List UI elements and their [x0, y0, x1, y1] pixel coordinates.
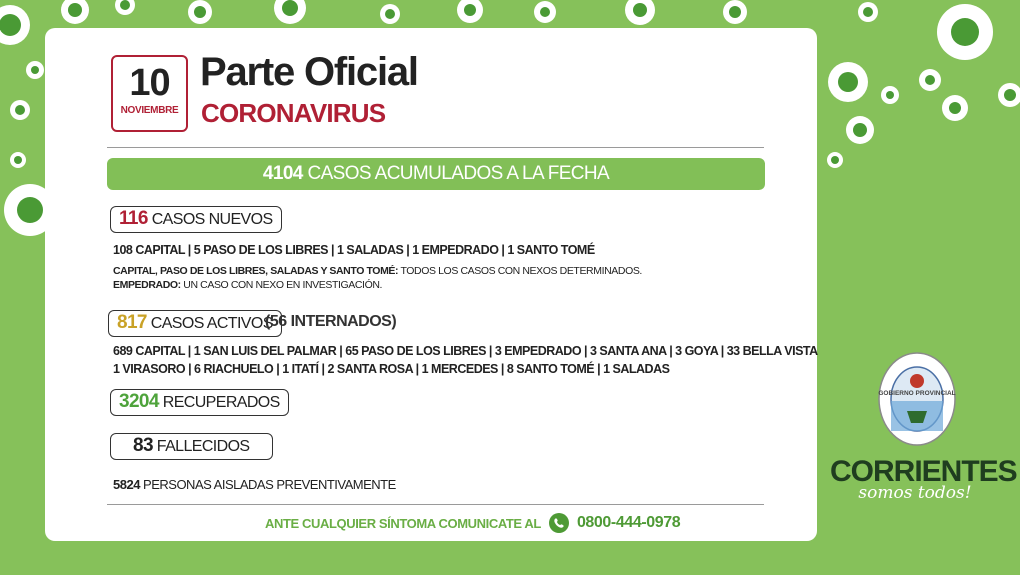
date-badge — [111, 55, 188, 132]
new-cases-number: 116 — [119, 208, 148, 229]
report-card — [45, 28, 817, 541]
new-cases-box — [110, 206, 282, 233]
accumulated-number: 4104 — [262, 163, 303, 184]
page-subtitle: CORONAVIRUS — [201, 98, 386, 128]
accumulated-banner — [107, 158, 765, 190]
note-nexus-2: EMPEDRADO: UN CASO CON NEXO EN INVESTIGACIÓN. — [113, 279, 383, 291]
date-month: NOVIEMBRE — [120, 105, 179, 116]
recovered-number: 3204 — [119, 391, 159, 412]
new-cases-detail: 108 CAPITAL | 5 PASO DE LOS LIBRES | 1 SALADAS | 1 EMPEDRADO | 1 SANTO TOMÉ — [113, 243, 595, 257]
recovered-label: RECUPERADOS — [162, 394, 280, 411]
active-cases-box — [108, 310, 282, 337]
note-nexus-1: CAPITAL, PASO DE LOS LIBRES, SALADAS Y SANTO TOMÉ: TODOS LOS CASOS CON NEXOS DETERMINADOS. — [113, 265, 642, 277]
divider-bottom — [107, 504, 764, 505]
active-cases-label: CASOS ACTIVOS — [150, 315, 273, 332]
accumulated-label: CASOS ACUMULADOS A LA FECHA — [307, 163, 610, 184]
active-detail-line-2: 1 VIRASORO | 6 RIACHUELO | 1 ITATÍ | 2 SANTA ROSA | 1 MERCEDES | 8 SANTO TOMÉ | 1 SALADAS — [113, 362, 670, 376]
active-cases-number: 817 — [117, 312, 147, 333]
divider-top — [107, 147, 764, 148]
emblem-text: GOBIERNO PROVINCIAL — [878, 390, 956, 397]
deceased-box — [110, 433, 273, 460]
brand-logo — [830, 455, 1017, 503]
footer-phone[interactable]: 0800-444-0978 — [576, 514, 681, 531]
deceased-number: 83 — [133, 435, 153, 456]
contact-footer — [265, 513, 680, 533]
province-emblem — [877, 351, 957, 447]
recovered-box — [110, 389, 289, 416]
page-title: Parte Oficial — [200, 50, 418, 94]
isolated-line: 5824 PERSONAS AISLADAS PREVENTIVAMENTE — [113, 477, 396, 492]
deceased-label: FALLECIDOS — [156, 438, 250, 455]
date-day: 10 — [129, 62, 170, 104]
active-detail-line-1: 689 CAPITAL | 1 SAN LUIS DEL PALMAR | 65 PASO DE LOS LIBRES | 3 EMPEDRADO | 3 SANTA ANA | 3 GOYA | 33 BELLA VISTA — [113, 344, 818, 358]
brand-tagline: somos todos! — [858, 483, 972, 503]
brand-name: CORRIENTES — [830, 455, 1017, 488]
hospitalized-count: (56 INTERNADOS) — [265, 313, 397, 330]
footer-text: ANTE CUALQUIER SÍNTOMA COMUNICATE AL — [265, 515, 541, 531]
phone-icon — [549, 513, 569, 533]
new-cases-label: CASOS NUEVOS — [151, 211, 273, 228]
